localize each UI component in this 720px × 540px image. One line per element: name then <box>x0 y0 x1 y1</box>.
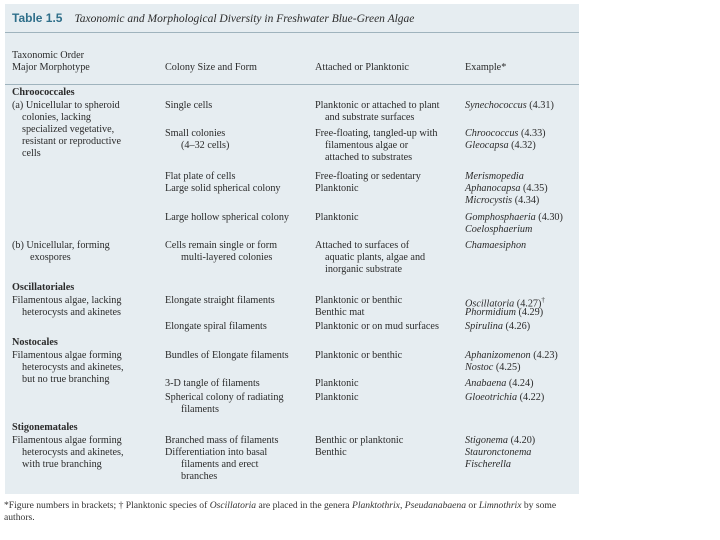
colony-form: Large solid spherical colony <box>165 183 281 194</box>
colony-form: Flat plate of cells <box>165 171 236 182</box>
morphotype-text: exospores <box>30 252 71 263</box>
genus-name: Nostoc <box>465 362 494 373</box>
genus-name: Fischerella <box>465 459 512 470</box>
habitat: Benthic or planktonic <box>315 435 404 446</box>
genus-name: Oscillatoria <box>465 298 515 310</box>
morphotype-text: (b) Unicellular, forming <box>12 240 110 251</box>
footnote-text: are placed in the genera <box>256 500 352 511</box>
genus-name: Microcystis <box>465 195 513 206</box>
order-oscillatoriales: Oscillatoriales <box>12 282 75 293</box>
genus-name: Gleocapsa <box>465 140 509 151</box>
morphotype-text: heterocysts and akinetes, <box>22 447 124 458</box>
colony-form: Branched mass of filaments <box>165 435 279 446</box>
colony-form: Elongate spiral filaments <box>165 321 267 332</box>
habitat: Planktonic or on mud surfaces <box>315 321 439 332</box>
habitat: attached to substrates <box>325 152 413 163</box>
genus-name: Phormidium <box>465 307 516 318</box>
example-genus <box>465 392 544 403</box>
header-attached: Attached or Planktonic <box>315 62 409 73</box>
habitat: Planktonic <box>315 212 359 223</box>
colony-form: multi-layered colonies <box>181 252 273 263</box>
morphotype-text: heterocysts and akinetes, <box>22 362 124 373</box>
example-genus <box>465 362 520 373</box>
genus-name: Gloeotrichia <box>465 392 518 403</box>
morphotype-text: cells <box>22 148 41 159</box>
figure-ref: (4.35) <box>523 183 548 194</box>
habitat: Planktonic or attached to plant <box>315 100 440 111</box>
genus-name: Merismopedia <box>465 171 524 182</box>
habitat: Free-floating or sedentary <box>315 171 421 182</box>
figure-ref: (4.26) <box>505 321 531 332</box>
footnote-marker: † <box>541 296 545 304</box>
colony-form: filaments and erect <box>181 459 259 470</box>
example-genus <box>465 195 539 206</box>
example-genus <box>465 435 535 446</box>
figure-ref: (4.27) <box>516 298 542 310</box>
colony-form: Bundles of Elongate filaments <box>165 350 289 361</box>
colony-form: Elongate straight filaments <box>165 295 275 306</box>
habitat: Planktonic <box>315 392 359 403</box>
genus-name: Aphanizomenon <box>465 350 531 361</box>
figure-ref: (4.20) <box>510 435 536 446</box>
genus-name: Chamaesiphon <box>465 240 527 251</box>
table-footnote <box>4 500 579 524</box>
genus-name: Gomphosphaeria <box>465 212 536 223</box>
header-colony-size: Colony Size and Form <box>165 62 257 73</box>
colony-form: Large hollow spherical colony <box>165 212 290 223</box>
morphotype-text: specialized vegetative, <box>22 124 115 135</box>
example-genus <box>465 378 533 389</box>
habitat: Planktonic <box>315 378 359 389</box>
example-genus <box>465 321 530 332</box>
table-panel <box>5 4 579 494</box>
genus-name: Spirulina <box>465 321 503 332</box>
genus-name: Stigonema <box>465 435 509 446</box>
order-stigonematales: Stigonematales <box>12 422 78 433</box>
habitat: Benthic mat <box>315 307 365 318</box>
example-genus <box>465 183 548 194</box>
example-genus <box>465 128 546 139</box>
colony-form: filaments <box>181 404 219 415</box>
morphotype-text: Filamentous algae forming <box>12 350 122 361</box>
figure-ref: (4.22) <box>519 392 545 403</box>
figure-ref: (4.24) <box>508 378 534 389</box>
morphotype-text: Filamentous algae forming <box>12 435 122 446</box>
footnote-genus: Pseudanabaena <box>404 500 467 511</box>
footnote-genus: Oscillatoria <box>209 500 257 511</box>
table-title: Taxonomic and Morphological Diversity in Freshwater Blue-Green Algae <box>74 13 415 25</box>
example-genus <box>465 212 563 223</box>
figure-ref: (4.31) <box>529 100 554 111</box>
morphotype-text: resistant or reproductive <box>22 136 122 147</box>
footnote-text: *Figure numbers in brackets; † Planktonic species of <box>4 500 210 511</box>
genus-name: Anabaena <box>465 378 507 389</box>
figure-ref: (4.29) <box>518 307 544 318</box>
example-genus <box>465 307 543 318</box>
morphotype-text: heterocysts and akinetes <box>22 307 122 318</box>
colony-form: Single cells <box>165 100 213 111</box>
colony-form: Small colonies <box>165 128 226 139</box>
example-genus <box>465 140 536 151</box>
colony-form: Spherical colony of radiating <box>165 392 284 403</box>
habitat: filamentous algae or <box>325 140 409 151</box>
morphotype-text: but no true branching <box>22 374 110 385</box>
table-number: Table 1.5 <box>12 11 63 25</box>
habitat: and substrate surfaces <box>325 112 415 123</box>
figure-ref: (4.23) <box>533 350 558 361</box>
order-nostocales: Nostocales <box>12 337 58 348</box>
habitat: Free-floating, tangled-up with <box>315 128 438 139</box>
colony-form: 3-D tangle of filaments <box>165 378 260 389</box>
morphotype-text: (a) Unicellular to spheroid <box>12 100 120 111</box>
header-example: Example* <box>465 62 507 73</box>
header-major-morphotype: Major Morphotype <box>12 62 90 73</box>
morphotype-text: colonies, lacking <box>22 112 92 123</box>
header-rule <box>5 84 579 85</box>
figure-ref: (4.32) <box>511 140 536 151</box>
habitat: Attached to surfaces of <box>315 240 410 251</box>
colony-form: branches <box>181 471 218 482</box>
genus-name: Aphanocapsa <box>465 183 521 194</box>
habitat: Planktonic <box>315 183 359 194</box>
footnote-genus: Planktothrix <box>351 500 400 511</box>
footnote-text: by some authors. <box>4 500 557 523</box>
habitat: Planktonic or benthic <box>315 350 403 361</box>
order-chroococcales: Chroococcales <box>12 87 75 98</box>
colony-form: (4–32 cells) <box>181 140 230 151</box>
figure-ref: (4.30) <box>538 212 563 223</box>
header-taxonomic-order: Taxonomic Order <box>12 50 84 61</box>
footnote-genus: Limnothrix <box>478 500 522 511</box>
genus-name: Chroococcus <box>465 128 519 139</box>
habitat: aquatic plants, algae and <box>325 252 426 263</box>
footnote-text: or <box>466 500 479 511</box>
colony-form: Differentiation into basal <box>165 447 268 458</box>
genus-name: Synechococcus <box>465 100 527 111</box>
table-caption <box>12 11 414 25</box>
morphotype-text: with true branching <box>22 459 102 470</box>
colony-form: Cells remain single or form <box>165 240 278 251</box>
footnote-text: , <box>399 500 405 511</box>
genus-name: Coelosphaerium <box>465 224 533 235</box>
genus-name: Stauronctonema <box>465 447 532 458</box>
figure-ref: (4.34) <box>514 195 540 206</box>
habitat: Planktonic or benthic <box>315 295 403 306</box>
figure-ref: (4.25) <box>495 362 521 373</box>
habitat: inorganic substrate <box>325 264 403 275</box>
example-genus <box>465 100 554 111</box>
table-title-band <box>5 4 579 33</box>
example-genus <box>465 350 558 361</box>
figure-ref: (4.33) <box>520 128 546 139</box>
morphotype-text: Filamentous algae, lacking <box>12 295 122 306</box>
habitat: Benthic <box>315 447 347 458</box>
